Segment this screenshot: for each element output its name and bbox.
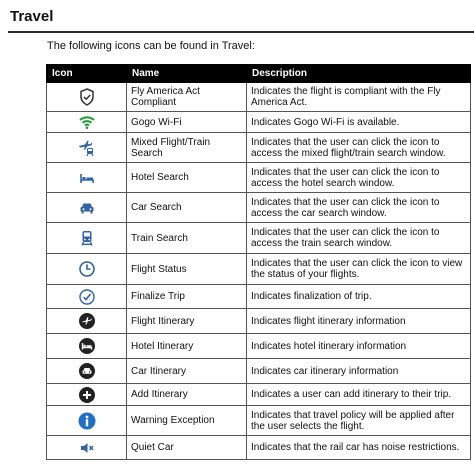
row-description: Indicates a user can add itinerary to their trip. [247,384,471,406]
row-description: Indicates the flight is compliant with the Fly America Act. [247,83,471,112]
row-description: Indicates hotel itinerary information [247,334,471,359]
table-row [47,334,471,359]
check-circle-icon [77,287,97,307]
row-name: Gogo Wi-Fi [127,112,247,133]
clock-icon [77,259,97,279]
car-icon [77,198,97,218]
column-header-description: Description [247,65,471,83]
row-name: Finalize Trip [127,285,247,309]
table-row [47,254,471,285]
row-description: Indicates Gogo Wi-Fi is available. [247,112,471,133]
row-name: Mixed Flight/Train Search [127,133,247,163]
plus-circle-icon [77,385,97,405]
row-description: Indicates that the user can click the icon to access the hotel search window. [247,163,471,193]
table-row [47,133,471,163]
row-name: Flight Itinerary [127,309,247,334]
info-icon [77,411,97,431]
row-name: Quiet Car [127,436,247,460]
column-header-icon: Icon [47,65,127,83]
icon-table [46,64,471,460]
row-name: Hotel Itinerary [127,334,247,359]
row-description: Indicates car itinerary information [247,359,471,384]
row-description: Indicates that the user can click the icon to view the status of your flights. [247,254,471,285]
bed-circle-icon [77,336,97,356]
table-row [47,436,471,460]
train-icon [77,228,97,248]
row-description: Indicates finalization of trip. [247,285,471,309]
table-row [47,285,471,309]
title-divider [8,31,474,33]
table-row [47,83,471,112]
speaker-mute-icon [77,438,97,458]
table-row [47,406,471,436]
table-row [47,359,471,384]
plane-train-icon [77,138,97,158]
table-row [47,384,471,406]
table-row [47,112,471,133]
row-name: Hotel Search [127,163,247,193]
shield-check-icon [77,87,97,107]
intro-text: The following icons can be found in Travel: [47,40,255,52]
table-row [47,309,471,334]
row-description: Indicates that the user can click the icon to access the mixed flight/train search window. [247,133,471,163]
row-name: Flight Status [127,254,247,285]
row-description: Indicates that travel policy will be applied after the user selects the flight. [247,406,471,436]
row-description: Indicates that the user can click the icon to access the train search window. [247,223,471,254]
table-header-row [47,65,471,83]
page-title: Travel [10,8,54,25]
column-header-name: Name [127,65,247,83]
row-description: Indicates that the rail car has noise restrictions. [247,436,471,460]
table-row [47,163,471,193]
row-name: Car Itinerary [127,359,247,384]
row-name: Fly America Act Compliant [127,83,247,112]
car-circle-icon [77,361,97,381]
row-name: Car Search [127,193,247,223]
row-name: Warning Exception [127,406,247,436]
table-row [47,223,471,254]
plane-circle-icon [77,311,97,331]
table-row [47,193,471,223]
row-description: Indicates that the user can click the icon to access the car search window. [247,193,471,223]
row-description: Indicates flight itinerary information [247,309,471,334]
bed-icon [77,168,97,188]
row-name: Train Search [127,223,247,254]
wifi-icon [77,112,97,132]
row-name: Add Itinerary [127,384,247,406]
